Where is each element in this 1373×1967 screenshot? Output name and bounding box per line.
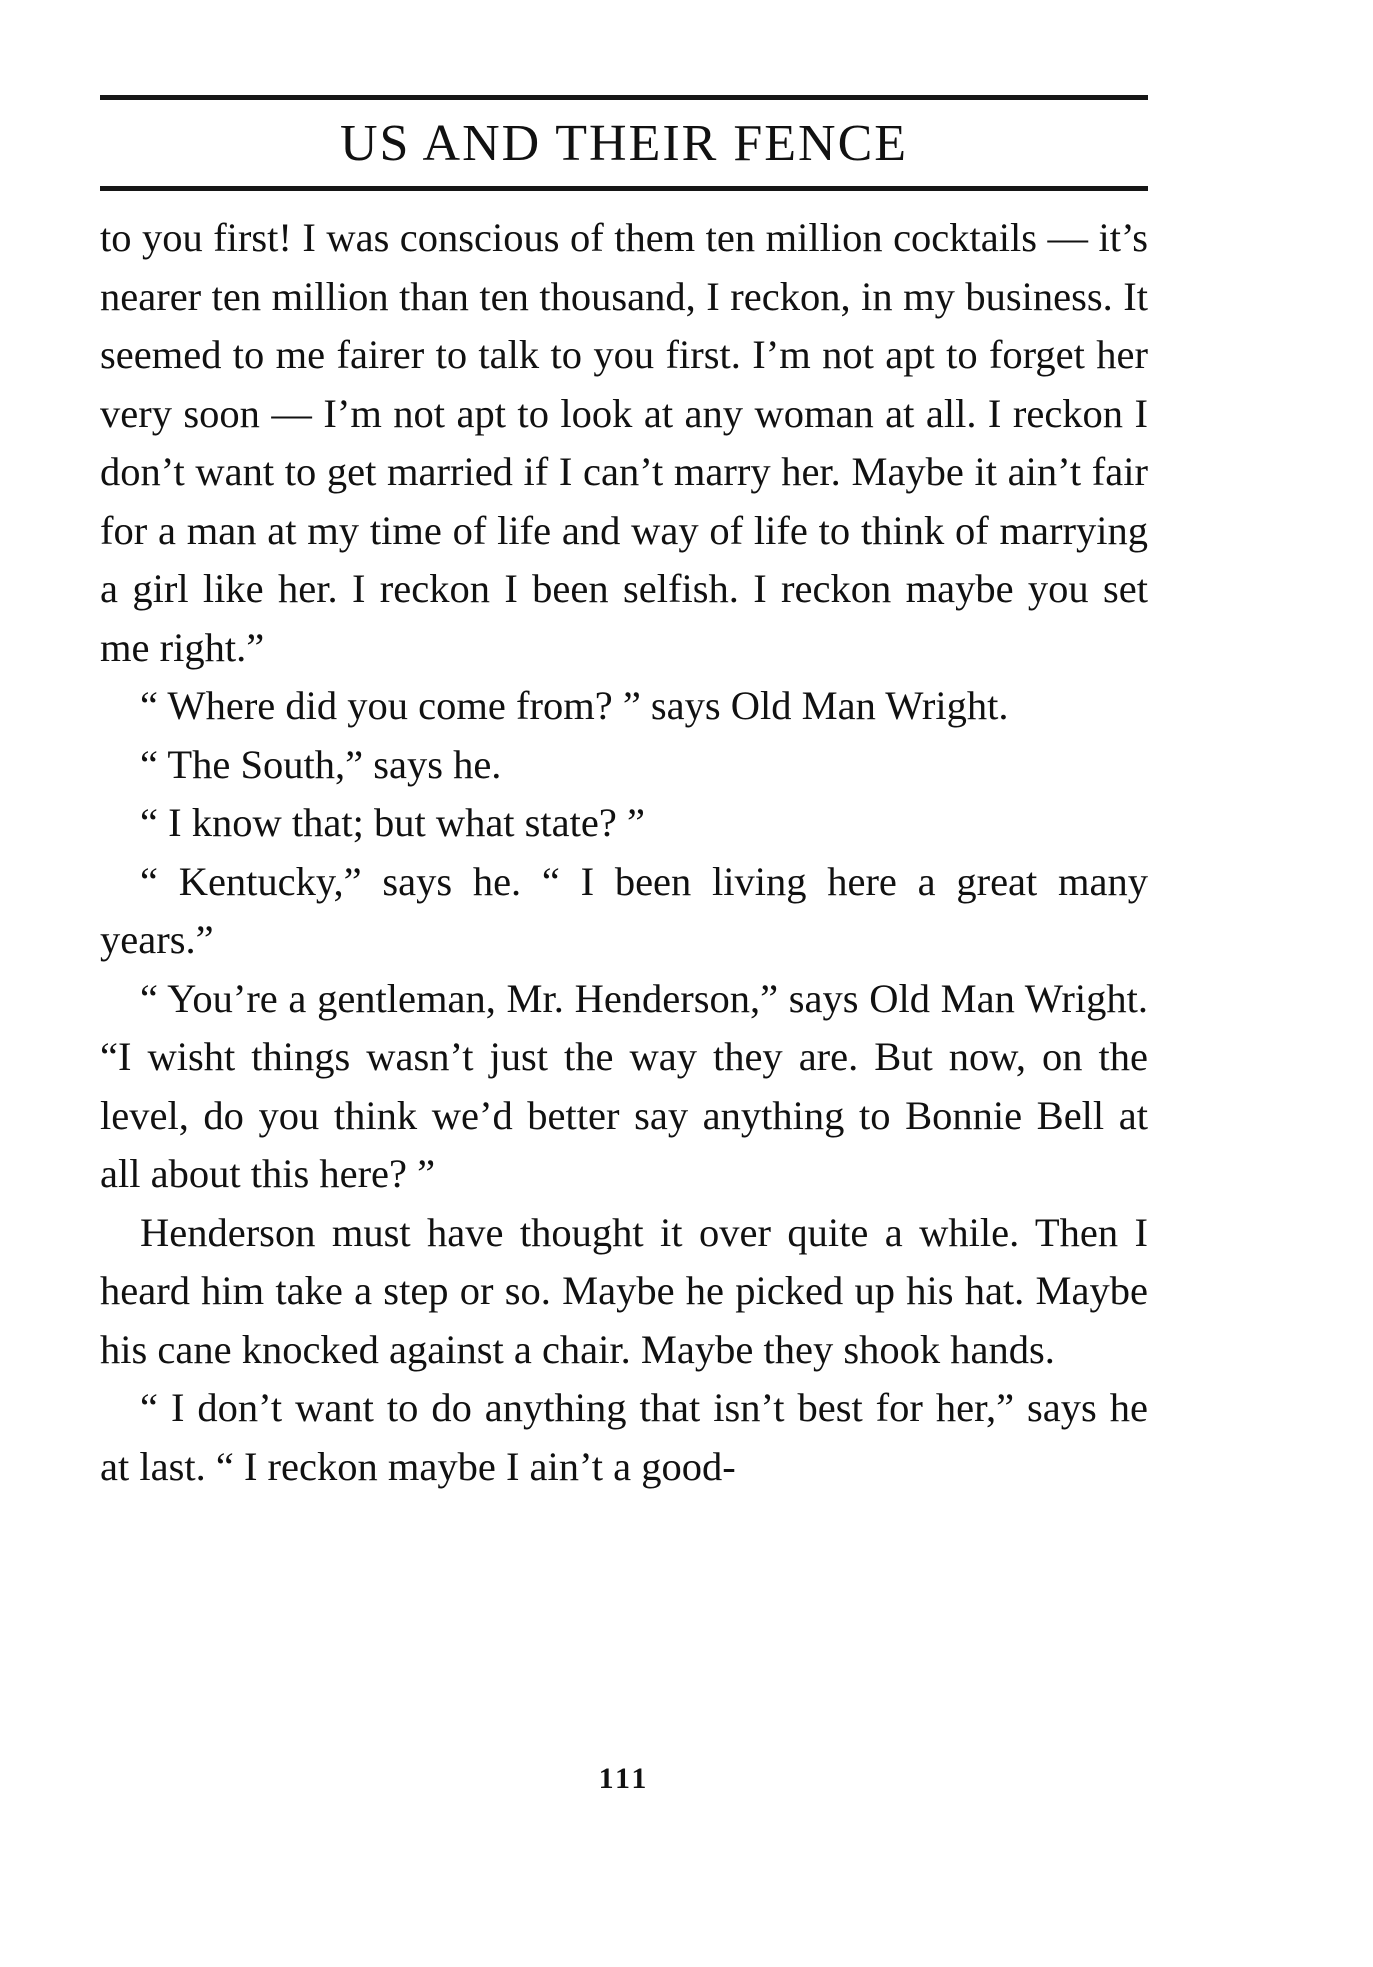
book-page: [100, 95, 1148, 1795]
page-number: 111: [598, 1762, 650, 1795]
header-rule-top: [100, 95, 1148, 100]
body-text: [100, 209, 1148, 1496]
paragraph-what-state: “ I know that; but what state? ”: [140, 800, 645, 845]
paragraph-where-from: “ Where did you come from? ” says Old Man Wright.: [140, 683, 1009, 728]
paragraph-kentucky: “ Kentucky,” says he. “ I been living here a great many years.”: [100, 858, 1148, 962]
running-title: US AND THEIR FENCE: [339, 115, 909, 172]
paragraph-gentleman: “ You’re a gentleman, Mr. Henderson,” says Old Man Wright. “I wisht things wasn’t just the way they are. But now, on the level, do you think we’d better say anything to Bonnie Bell at all about this here? ”: [100, 975, 1148, 1196]
header-rule-bottom: [100, 186, 1148, 191]
paragraph-henderson: Henderson must have thought it over quite a while. Then I heard him take a step or so. Maybe he picked up his hat. Maybe his cane knocked against a chair. Maybe they shook hands.: [100, 1209, 1148, 1372]
paragraph-continued: to you first! I was conscious of them ten million cocktails — it’s nearer ten million than ten thousand, I reckon, in my business. It seemed to me fairer to talk to you first. I’m not apt to forget her very soon — I’m not apt to look at any woman at all. I reckon I don’t want to get married if I can’t marry her. Maybe it ain’t fair for a man at my time of life and way of life to think of marrying a girl like her. I reckon I been selfish. I reckon maybe you set me right.”: [100, 215, 1148, 670]
paragraph-best-for-her: “ I don’t want to do anything that isn’t best for her,” says he at last. “ I reckon maybe I ain’t a good-: [100, 1385, 1148, 1489]
paragraph-the-south: “ The South,” says he.: [140, 741, 502, 787]
